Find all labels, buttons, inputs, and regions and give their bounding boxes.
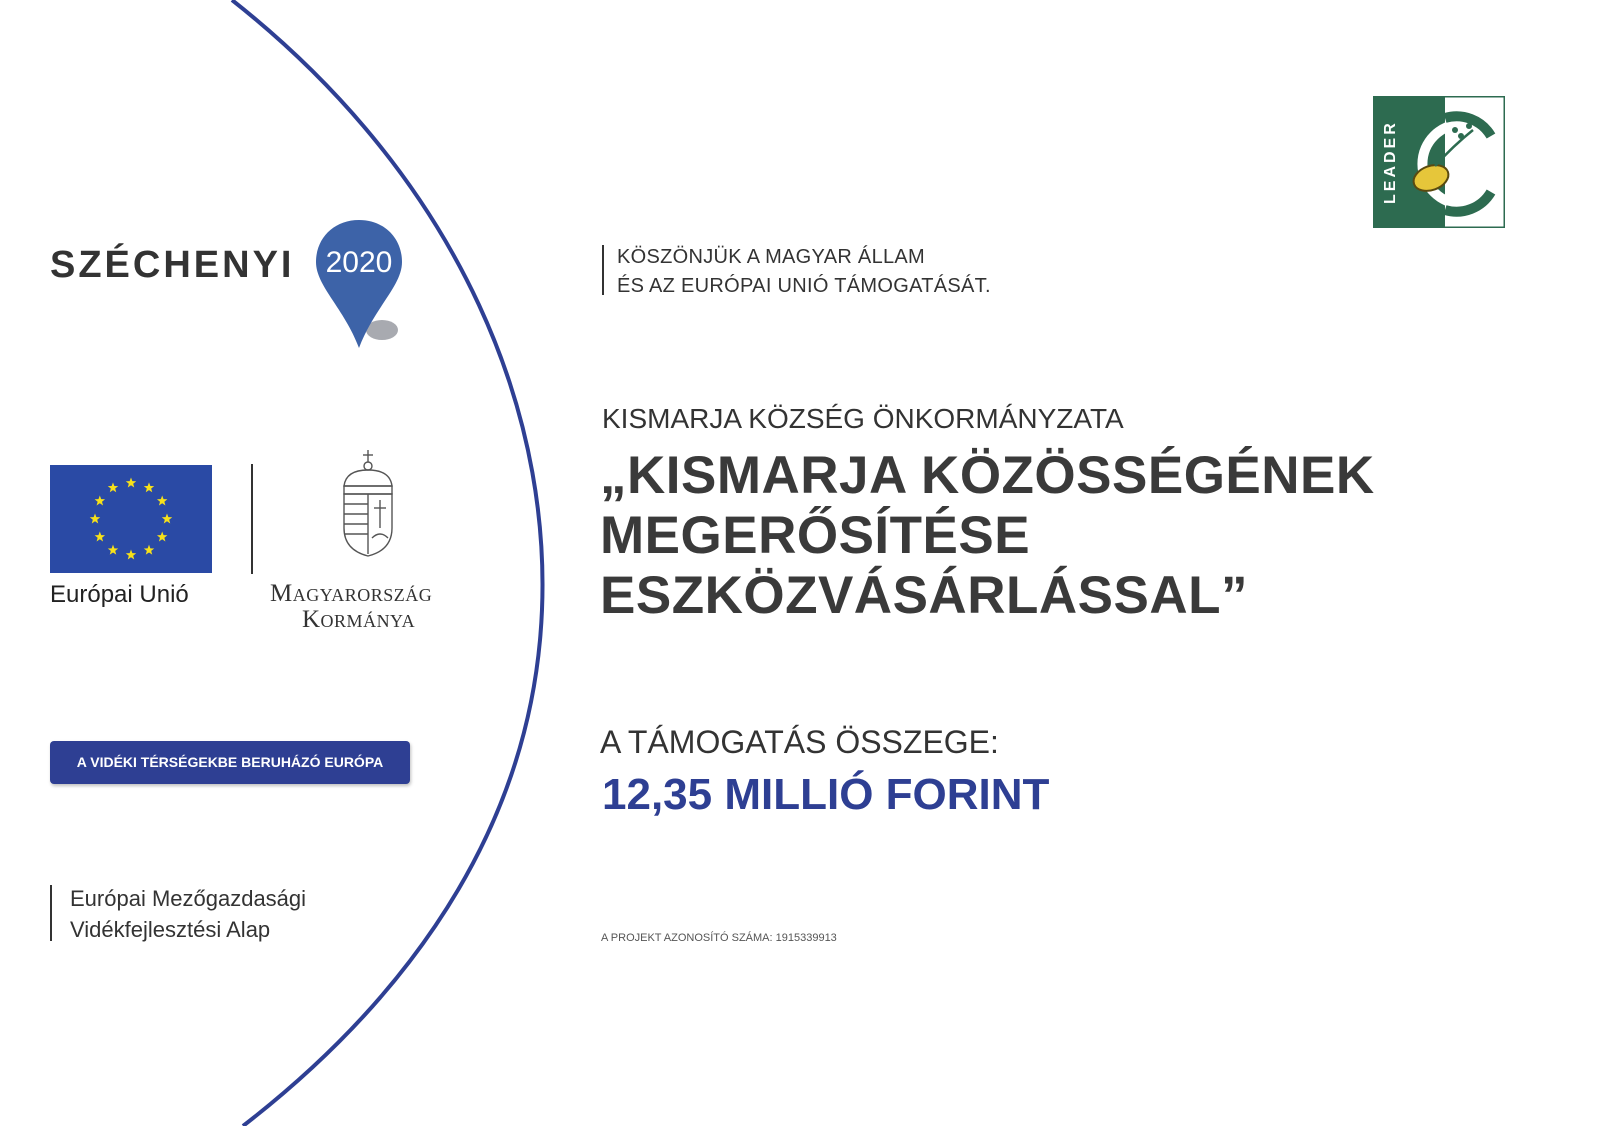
leader-text: LEADER bbox=[1382, 120, 1399, 204]
project-title bbox=[600, 446, 1375, 626]
eu-label: Európai Unió bbox=[50, 581, 189, 608]
leader-logo-icon bbox=[1373, 96, 1505, 228]
beneficiary-name: KISMARJA KÖZSÉG ÖNKORMÁNYZATA bbox=[602, 403, 1124, 434]
support-amount-label: A TÁMOGATÁS ÖSSZEGE: bbox=[600, 724, 999, 760]
government-name-line1: Magyarország bbox=[270, 580, 433, 607]
szechenyi-logo-text: SZÉCHENYI bbox=[50, 244, 295, 286]
support-amount: 12,35 MILLIÓ FORINT bbox=[602, 770, 1050, 819]
thanks-separator bbox=[602, 245, 604, 295]
fund-name-line1: Európai Mezőgazdasági bbox=[70, 886, 307, 911]
thanks-line1: KÖSZÖNJÜK A MAGYAR ÁLLAM bbox=[617, 246, 926, 268]
szechenyi-2020-pin-icon bbox=[314, 218, 414, 348]
project-title-line: MEGERŐSÍTÉSE bbox=[600, 506, 1031, 565]
government-name-line2: Kormánya bbox=[302, 606, 416, 633]
fund-name-line2: Vidékfejlesztési Alap bbox=[70, 917, 271, 942]
project-id-value: 1915339913 bbox=[775, 932, 837, 944]
coat-of-arms-icon bbox=[336, 448, 400, 558]
thanks-line2: ÉS AZ EURÓPAI UNIÓ TÁMOGATÁSÁT. bbox=[617, 275, 991, 297]
project-id bbox=[601, 932, 837, 944]
project-title-line: „KISMARJA KÖZÖSSÉGÉNEK bbox=[600, 446, 1375, 505]
logo-separator bbox=[251, 464, 253, 574]
rural-europe-badge: A VIDÉKI TÉRSÉGEKBE BERUHÁZÓ EURÓPA bbox=[50, 741, 410, 784]
fund-separator bbox=[50, 885, 52, 941]
project-title-line: ESZKÖZVÁSÁRLÁSSAL” bbox=[600, 566, 1248, 625]
szechenyi-year: 2020 bbox=[325, 246, 393, 279]
project-id-label: A PROJEKT AZONOSÍTÓ SZÁMA: bbox=[601, 932, 773, 944]
eu-flag-icon bbox=[50, 465, 212, 573]
